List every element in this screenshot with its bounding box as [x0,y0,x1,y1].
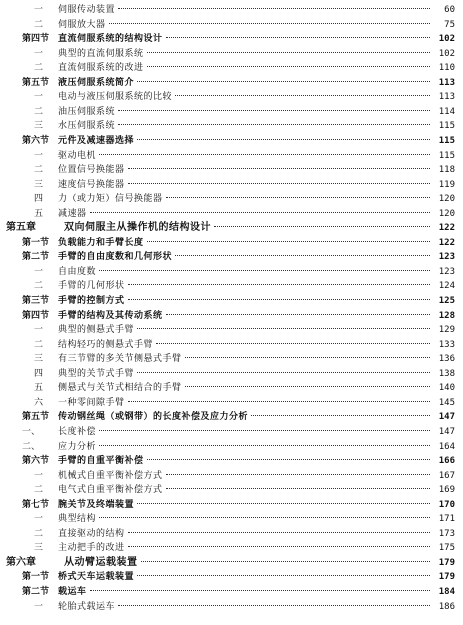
toc-entry-title: 电气式自重平衡补偿方式 [58,485,163,496]
toc-entry-number: 一 [34,48,44,59]
toc-entry-page-number: 115 [438,135,455,146]
toc-entry-section [0,135,463,147]
toc-entry-page-number: 133 [438,339,455,350]
toc-entry-number: 一 [34,266,44,277]
toc-entry-number: 三 [34,121,44,132]
toc-entry-section [0,33,463,45]
toc-entry-title: 水压伺服系统 [58,121,116,132]
toc-entry-page-number: 124 [438,281,455,292]
toc-entry-number: 第四节 [22,310,50,321]
toc-entry-chapter [0,222,463,234]
toc-entry-title: 伺服放大器 [58,19,106,30]
dot-leader [175,95,430,96]
toc-entry-item [0,470,463,482]
toc-entry-number: 第六章 [6,556,36,568]
toc-entry-title: 驱动电机 [58,150,97,161]
toc-entry-item [0,353,463,365]
dot-leader [185,386,430,387]
toc-entry-title: 直接驱动的结构 [58,528,125,539]
toc-entry-title: 有三节臂的多关节侧悬式手臂 [58,354,182,365]
toc-entry-title: 手臂的结构及其传动系统 [58,310,163,321]
toc-entry-title: 元件及减速器选择 [58,135,135,146]
toc-entry-title: 电动与液压伺服系统的比较 [58,92,173,103]
dot-leader [137,372,430,373]
toc-entry-page-number: 115 [438,121,455,132]
toc-entry-item [0,62,463,74]
toc-entry-number: 二 [34,281,44,292]
dot-leader [166,474,430,475]
toc-entry-item [0,484,463,496]
toc-entry-page-number: 147 [438,412,455,423]
toc-entry-number: 第三节 [22,296,50,306]
dot-leader [118,605,430,606]
dot-leader [141,561,431,562]
toc-entry-number: 二 [34,19,44,30]
toc-entry-page-number: 170 [438,499,455,510]
toc-entry-number: 二 [34,63,44,74]
dot-leader [251,415,430,416]
toc-entry-page-number: 145 [438,397,455,408]
toc-entry-page-number: 175 [438,543,455,554]
dot-leader [147,52,430,53]
toc-entry-item [0,368,463,380]
toc-entry-section [0,411,463,423]
toc-entry-title: 传动钢丝绳（或钢带）的长度补偿及应力分析 [58,412,249,423]
toc-entry-number: 五 [34,208,44,219]
toc-entry-title: 伺服传动装置 [58,5,116,15]
toc-entry-title: 自由度数 [58,266,97,277]
toc-entry-title: 速度信号换能器 [58,179,125,190]
dot-leader [128,168,430,169]
toc-entry-title: 主动把手的改进 [58,543,125,554]
toc-entry-page-number: 184 [438,587,455,597]
toc-entry-item [0,106,463,118]
toc-entry-item [0,513,463,525]
dot-leader [156,343,430,344]
toc-entry-number: 第七节 [22,499,50,510]
dot-leader [137,575,430,576]
dot-leader [118,8,430,9]
dot-leader [137,81,430,82]
toc-entry-item [0,280,463,292]
toc-entry-page-number: 169 [438,485,455,496]
toc-entry-page-number: 119 [438,179,455,190]
toc-entry-page-number: 128 [438,310,455,321]
toc-entry-page-number: 120 [438,194,455,205]
toc-entry-number: 三 [34,543,44,554]
toc-entry-section [0,571,463,583]
toc-entry-page-number: 140 [438,383,455,394]
toc-entry-title: 直流伺服系统的结构设计 [58,34,163,45]
toc-entry-item2 [0,441,463,453]
toc-entry-chapter [0,557,463,569]
dot-leader [99,270,430,271]
toc-entry-item [0,164,463,176]
toc-entry-number: 二 [34,165,44,176]
toc-entry-section [0,237,463,249]
dot-leader [137,503,430,504]
dot-leader [99,154,430,155]
toc-entry-number: 第五章 [6,222,36,234]
toc-entry-section [0,77,463,89]
toc-entry-title: 载运车 [58,587,87,597]
dot-leader [128,183,430,184]
toc-entry-number: 二 [34,528,44,539]
toc-entry-section [0,251,463,263]
toc-entry-number: 第一节 [22,572,50,583]
toc-entry-number: 二、 [22,441,41,452]
toc-entry-item [0,4,463,16]
toc-entry-number: 第四节 [22,34,50,45]
toc-entry-section [0,455,463,467]
toc-entry-title: 一种零间隙手臂 [58,397,125,408]
toc-entry-title: 典型的直流伺服系统 [58,48,144,59]
dot-leader [185,357,430,358]
toc-entry-title: 油压伺服系统 [58,106,116,117]
toc-entry-page-number: 113 [438,92,455,103]
toc-entry-title: 结构轻巧的侧悬式手臂 [58,339,154,350]
toc-entry-item [0,179,463,191]
toc-entry-item [0,48,463,60]
toc-entry-number: 第五节 [22,412,50,423]
dot-leader [128,401,430,402]
toc-entry-item [0,150,463,162]
toc-entry-item [0,528,463,540]
toc-entry-item [0,601,463,613]
toc-entry-number: 一 [34,470,44,481]
toc-entry-title: 减速器 [58,208,87,219]
toc-entry-number: 第二节 [22,587,50,597]
toc-entry-title: 典型的侧悬式手臂 [58,325,135,336]
toc-entry-item [0,324,463,336]
toc-entry-section [0,310,463,322]
dot-leader [90,590,430,591]
toc-entry-item [0,542,463,554]
dot-leader [214,226,430,227]
toc-entry-section [0,295,463,307]
toc-entry-number: 一 [34,5,44,15]
toc-entry-page-number: 60 [444,5,455,15]
toc-entry-title: 力（或力矩）信号换能器 [58,194,163,205]
toc-entry-page-number: 173 [438,528,455,539]
toc-entry-item [0,382,463,394]
dot-leader [147,459,430,460]
toc-entry-title: 典型的关节式手臂 [58,368,135,379]
toc-entry-number: 一 [34,150,44,161]
toc-entry-title: 直流伺服系统的改进 [58,63,144,74]
dot-leader [118,124,430,125]
toc-entry-section [0,586,463,598]
toc-entry-item [0,193,463,205]
toc-entry-page-number: 122 [438,223,455,234]
toc-entry-page-number: 147 [438,426,455,437]
toc-entry-number: 第六节 [22,456,50,467]
toc-entry-page-number: 122 [438,237,455,248]
dot-leader [109,23,430,24]
toc-entry-page-number: 125 [438,296,455,306]
toc-entry-item [0,397,463,409]
dot-leader [166,37,430,38]
toc-entry-title: 从动臂运载装置 [64,556,138,568]
toc-entry-page-number: 171 [438,514,455,525]
toc-entry-title: 典型结构 [58,514,97,525]
toc-entry-page-number: 118 [438,165,455,176]
toc-entry-number: 三 [34,354,44,365]
toc-entry-number: 五 [34,383,44,394]
dot-leader [128,299,430,300]
toc-entry-page-number: 186 [438,601,455,612]
toc-entry-title: 手臂的几何形状 [58,281,125,292]
toc-entry-number: 二 [34,339,44,350]
toc-entry-item [0,208,463,220]
toc-entry-page-number: 129 [438,325,455,336]
toc-entry-item [0,339,463,351]
toc-entry-number: 六 [34,397,44,408]
toc-entry-page-number: 179 [438,572,455,583]
dot-leader [128,546,430,547]
toc-entry-number: 二 [34,485,44,496]
toc-entry-title: 长度补偿 [58,426,97,437]
toc-entry-number: 三 [34,179,44,190]
toc-entry-title: 桥式天车运载装置 [58,572,135,583]
dot-leader [99,430,430,431]
toc-entry-number: 四 [34,194,44,205]
toc-entry-number: 一 [34,514,44,525]
toc-entry-page-number: 136 [438,354,455,365]
toc-entry-page-number: 75 [444,19,455,30]
toc-entry-item2 [0,426,463,438]
toc-entry-number: 第六节 [22,135,50,146]
toc-entry-number: 第二节 [22,252,50,263]
toc-entry-number: 第五节 [22,77,50,88]
toc-entry-title: 手臂的自由度数和几何形状 [58,252,173,263]
toc-entry-title: 腕关节及终端装置 [58,499,135,510]
toc-entry-section [0,499,463,511]
dot-leader [166,488,430,489]
toc-entry-page-number: 164 [438,441,455,452]
toc-entry-number: 第一节 [22,237,50,248]
toc-entry-page-number: 114 [438,106,455,117]
dot-leader [166,197,430,198]
toc-entry-item [0,19,463,31]
toc-entry-page-number: 166 [438,456,455,467]
toc-entry-number: 一 [34,325,44,336]
toc-entry-page-number: 110 [438,63,455,74]
toc-entry-number: 二 [34,106,44,117]
toc-entry-page-number: 115 [438,150,455,161]
toc-entry-page-number: 123 [438,252,455,263]
dot-leader [137,139,430,140]
toc-entry-page-number: 123 [438,266,455,277]
toc-entry-page-number: 120 [438,208,455,219]
toc-entry-page-number: 113 [438,77,455,88]
toc-entry-title: 手臂的控制方式 [58,296,125,306]
toc-entry-title: 机械式自重平衡补偿方式 [58,470,163,481]
toc-entry-item [0,91,463,103]
dot-leader [137,328,430,329]
toc-entry-title: 负载能力和手臂长度 [58,237,144,248]
toc-entry-title: 位置信号换能器 [58,165,125,176]
toc-entry-number: 一 [34,601,44,612]
toc-entry-title: 手臂的自重平衡补偿 [58,456,144,467]
toc-entry-page-number: 167 [438,470,455,481]
dot-leader [118,110,430,111]
toc-entry-title: 侧悬式与关节式相结合的手臂 [58,383,182,394]
toc-entry-item [0,120,463,132]
toc-entry-item [0,266,463,278]
toc-entry-page-number: 179 [438,557,455,568]
dot-leader [99,445,430,446]
dot-leader [147,66,430,67]
toc-entry-page-number: 102 [438,48,455,59]
dot-leader [147,241,430,242]
dot-leader [90,212,430,213]
toc-entry-title: 轮胎式载运车 [58,601,116,612]
toc-entry-number: 一 [34,92,44,103]
dot-leader [128,284,430,285]
dot-leader [166,314,430,315]
toc-entry-title: 应力分析 [58,441,97,452]
toc-entry-title: 液压伺服系统简介 [58,77,135,88]
dot-leader [99,517,430,518]
toc-entry-number: 四 [34,368,44,379]
dot-leader [175,255,430,256]
toc-entry-page-number: 102 [438,34,455,45]
dot-leader [128,532,430,533]
toc-entry-page-number: 138 [438,368,455,379]
toc-entry-number: 一、 [22,426,41,437]
toc-entry-title: 双向伺服主从操作机的结构设计 [64,222,211,234]
